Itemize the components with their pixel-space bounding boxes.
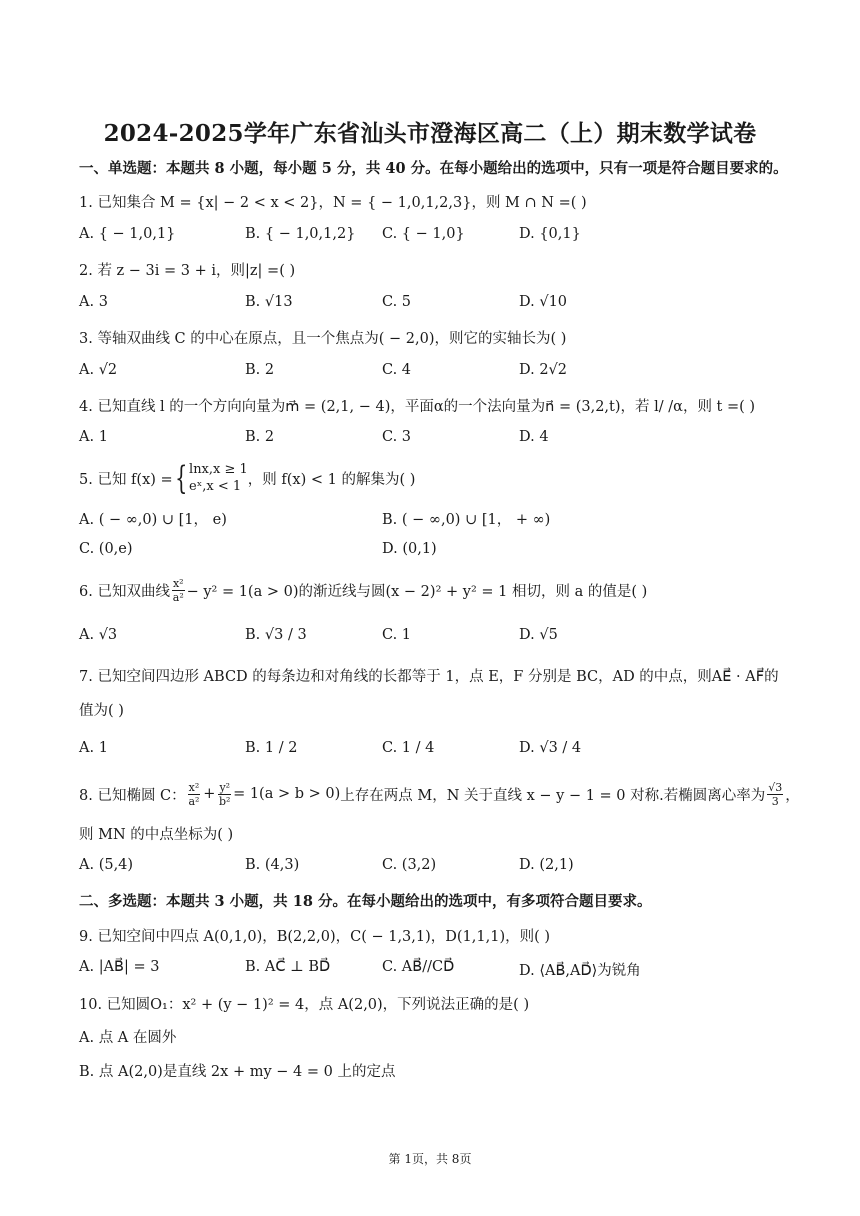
ellipse-equation-rest: = 1(a > b > 0) xyxy=(233,786,341,802)
question-8-option-d: D. (2,1) xyxy=(519,857,574,873)
question-1-option-d: D. {0,1} xyxy=(519,226,581,242)
question-3-stem: 3. 等轴双曲线 C 的中心在原点，且一个焦点为( − 2,0)，则它的实轴长为( ) xyxy=(79,331,567,347)
piecewise-case-bottom: eˣ,x < 1 xyxy=(189,479,242,494)
question-1-option-b: B. { − 1,0,1,2} xyxy=(245,226,356,242)
question-7-option-d: D. √3 / 4 xyxy=(519,740,582,756)
fraction-denominator: a² xyxy=(172,590,184,604)
question-8-stem-prefix: 8. 已知椭圆 C： xyxy=(79,787,186,804)
question-4-option-c: C. 3 xyxy=(382,429,412,445)
piecewise-cases xyxy=(189,461,248,495)
question-7-option-b: B. 1 / 2 xyxy=(245,740,298,756)
question-8-option-a: A. (5,4) xyxy=(79,857,134,873)
fraction-denominator: b² xyxy=(219,794,231,808)
question-3-option-c: C. 4 xyxy=(382,362,412,378)
question-10-stem: 10. 已知圆O₁：x² + (y − 1)² = 4，点 A(2,0)，下列说法正确的是( ) xyxy=(79,997,530,1013)
question-9-option-a: A. |AB⃗| = 3 xyxy=(79,959,160,975)
question-3-option-d: D. 2√2 xyxy=(519,362,568,378)
fraction-numerator: x² xyxy=(188,780,200,794)
question-8-stem-middle: 上存在两点 M，N 关于直线 x − y − 1 = 0 对称.若椭圆离心率为 xyxy=(340,787,766,804)
question-6-option-c: C. 1 xyxy=(382,627,412,643)
question-4-option-a: A. 1 xyxy=(79,429,108,445)
question-5-option-c: C. (0,e) xyxy=(79,541,133,557)
question-2-option-b: B. √13 xyxy=(245,294,293,310)
question-1-option-c: C. { − 1,0} xyxy=(382,226,465,242)
question-3-option-a: A. √2 xyxy=(79,362,118,378)
question-5-option-d: D. (0,1) xyxy=(382,541,437,557)
question-9-option-d: D. ⟨AB⃗,AD⃗⟩为锐角 xyxy=(519,963,641,979)
fraction-x2-over-a2 xyxy=(172,577,185,604)
question-7-stem-continued: 值为( ) xyxy=(79,703,124,719)
question-6-stem xyxy=(79,572,647,608)
fraction-numerator: √3 xyxy=(768,780,783,794)
question-8-option-b: B. (4,3) xyxy=(245,857,300,873)
question-6-option-a: A. √3 xyxy=(79,627,118,643)
question-5-stem-prefix: 5. 已知 f(x) = xyxy=(79,471,173,488)
question-5-option-b: B. ( − ∞,0) ∪ [1， + ∞) xyxy=(382,512,551,528)
fraction-denominator: a² xyxy=(188,794,200,808)
question-2-option-c: C. 5 xyxy=(382,294,412,310)
question-9-stem: 9. 已知空间中四点 A(0,1,0)，B(2,2,0)，C( − 1,3,1)，D(1,1,1)，则( ) xyxy=(79,929,551,945)
comma: ， xyxy=(785,787,800,804)
question-5-stem-suffix: ，则 f(x) < 1 的解集为( ) xyxy=(247,471,416,488)
question-2-option-a: A. 3 xyxy=(79,294,108,310)
fraction-y2-over-b2 xyxy=(218,781,231,808)
fraction-x2-over-a2 xyxy=(188,781,201,808)
question-7-option-a: A. 1 xyxy=(79,740,108,756)
question-1-option-a: A. { − 1,0,1} xyxy=(79,226,176,242)
question-8-stem xyxy=(79,776,800,812)
piecewise-brace: { xyxy=(174,459,187,497)
fraction-denominator: 3 xyxy=(771,794,779,808)
question-4-option-d: D. 4 xyxy=(519,429,549,445)
question-8-option-c: C. (3,2) xyxy=(382,857,437,873)
page-title: 2024-2025学年广东省汕头市澄海区高二（上）期末数学试卷 xyxy=(103,120,757,147)
question-8-stem-continued: 则 MN 的中点坐标为( ) xyxy=(79,827,234,843)
question-9-option-b: B. AC⃗ ⊥ BD⃗ xyxy=(245,959,331,975)
question-6-option-b: B. √3 / 3 xyxy=(245,627,307,643)
question-1-stem: 1. 已知集合 M = {x| − 2 < x < 2}，N = { − 1,0,1,2,3}，则 M ∩ N =( ) xyxy=(79,195,587,211)
question-9-option-c: C. AB⃗//CD⃗ xyxy=(382,959,455,975)
question-6-stem-prefix: 6. 已知双曲线 xyxy=(79,583,170,600)
question-2-option-d: D. √10 xyxy=(519,294,568,310)
fraction-numerator: x² xyxy=(172,576,184,590)
question-4-option-b: B. 2 xyxy=(245,429,275,445)
question-7-stem: 7. 已知空间四边形 ABCD 的每条边和对角线的长都等于 1，点 E，F 分别是 BC，AD 的中点，则AE⃗ · AF⃗的 xyxy=(79,669,779,685)
question-5-option-a: A. ( − ∞,0) ∪ [1， e) xyxy=(79,512,227,528)
question-10-option-a: A. 点 A 在圆外 xyxy=(79,1030,177,1046)
piecewise-case-top: lnx,x ≥ 1 xyxy=(189,462,248,477)
question-3-option-b: B. 2 xyxy=(245,362,275,378)
question-6-option-d: D. √5 xyxy=(519,627,558,643)
fraction-numerator: y² xyxy=(219,780,231,794)
question-5-stem xyxy=(79,458,415,498)
question-10-option-b: B. 点 A(2,0)是直线 2x + my − 4 = 0 上的定点 xyxy=(79,1064,396,1080)
question-7-option-c: C. 1 / 4 xyxy=(382,740,435,756)
question-4-stem: 4. 已知直线 l 的一个方向向量为m⃗ = (2,1, − 4)，平面α的一个法向量为n⃗ = (3,2,t)，若 l/ /α，则 t =( ) xyxy=(79,399,756,415)
page-footer: 第 1页，共 8页 xyxy=(388,1152,472,1166)
question-2-stem: 2. 若 z − 3i = 3 + i，则|z| =( ) xyxy=(79,263,296,279)
question-6-stem-suffix: − y² = 1(a > 0)的渐近线与圆(x − 2)² + y² = 1 相切，则 a 的值是( ) xyxy=(186,583,648,600)
section-heading-multiple-choice: 二、多选题：本题共 3 小题，共 18 分。在每小题给出的选项中，有多项符合题目要求。 xyxy=(79,893,652,910)
fraction-eccentricity xyxy=(767,781,783,808)
plus-sign: + xyxy=(203,786,216,802)
section-heading-single-choice: 一、单选题：本题共 8 小题，每小题 5 分，共 40 分。在每小题给出的选项中，只有一项是符合题目要求的。 xyxy=(79,160,788,177)
